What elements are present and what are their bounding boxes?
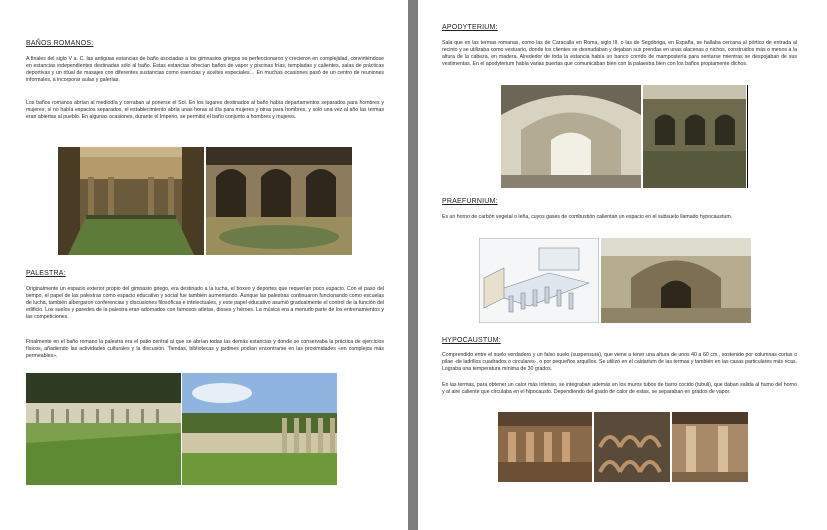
paragraph-apodyterium: Sala que en las termas romanas, como las de Caracalla en Roma, siglo III, o las de Segóbriga, en España, se hallaba cercana al pórtico de entrada al recinto y se utilizaba como vestuario, donde los clientes se desnudaban y dejaban sus prendas en unas alacenas o nichos, construidos más o menos a la altura de la cabeza, en madera. Alrededor de toda la estancia había un banco corrido de mampostería para sentarse mientras se despojaban de sus vestimentas. En el apodyterium había varias puertas que comunicaban bien con la palaestra bien con los baños propiamente dichos. <box>442 40 797 67</box>
paragraph-praefurnium: Es un horno de carbón vegetal o leña, cuyos gases de combustión calientan un espacio en el subsuelo llamado hypocaustum. <box>442 214 733 220</box>
paragraph-hypocaustum-2: En las termas, para obtener un calor más intenso, se integraban además en los muros tubos de barro cocido (tubuli), que daban salida al humo del horno y al aire caliente que circulaba en el hipocausto. Dependiendo del grado de calor de estas, se separaban en grados de vapor. <box>442 382 797 395</box>
photo-praefurnium-ruins <box>601 238 751 323</box>
heading-palestra: PALESTRA: <box>26 270 66 277</box>
paragraph-banos-2: Los baños romanos abrían al mediodía y cerraban al ponerse el Sol. En los lugares destinados al baño había departamentos separados para hombres y mujeres; si no había espacios separados, el establecimiento abría unas horas al día para mujeres y otras para hombres, y solo una vez al año las termas eran abiertas al pueblo. En algunas ocasiones, durante el Imperio, se permitió el baño conjunto a hombres y mujeres. <box>26 100 384 120</box>
photo-roman-bath-arches <box>206 147 352 255</box>
photo-palestra-colonnade <box>182 373 337 485</box>
photo-palestra-courtyard <box>26 373 181 485</box>
document-page-left <box>0 0 408 530</box>
photo-hypocaust-pillars-1 <box>498 412 592 482</box>
paragraph-palestra-1: Originalmente un espacio exterior propio del gimnasio griego, era destinado a la lucha, el boxeo y deportes que requerían poco espacio. Con el paso del tiempo, el papel de las palestras como espacio educativo y social fue también aumentando. Aunque las palestras continuaron funcionando como escuelas de lucha, también albergaron conferencias y discusiones filosóficas e intelectuales, y este papel educativo asumió gradualmente el control de la función del edificio. Los suelos y paredes de la palestra eran adornados con famosos atletas, dioses y héroes. La música era a menudo parte de los entrenamientos y las competiciones. <box>26 286 384 320</box>
paragraph-banos-1: A finales del siglo V a. C. las antiguas estancias de baño asociadas a los gimnasios griegos se perfeccionaron y crecieron en complejidad, convirtiéndose en estancias independientes destinadas sólo al baño. Estas estancias ofrecían baños de vapor y piscinas frías, templadas y calientes, salas de prácticas deportivas y un ritual de masajes con diferentes sustancias como esencias y aceites especiales… En muchas ocasiones pasó de un centro de reuniones informales, a incorporar aulas y galerías. <box>26 56 384 83</box>
paragraph-hypocaustum-1: Comprendido entre el suelo verdadero y un falso suelo (suspensura), que viene a tener una altura de unos 40 a 60 cm., sostenido por columnas cortas o pilae -de ladrillos cuadrados o circulares-, o por pequeños arquillos. Se utilizó en el caldarium de las termas y también en las casas particulares más ricas. Lograba una temperatura mínima de 30 grados. <box>442 352 797 372</box>
heading-banos-romanos: BAÑOS ROMANOS: <box>26 40 94 47</box>
photo-hypocaust-pillars-2 <box>672 412 748 482</box>
photo-apodyterium-niches <box>643 85 746 188</box>
edge-marker <box>747 85 748 188</box>
photo-apodyterium-vault <box>501 85 641 188</box>
photo-roman-bath-pool <box>58 147 204 255</box>
page-gutter <box>408 0 418 530</box>
photo-hypocaust-arches <box>594 412 670 482</box>
heading-apodyterium: APODYTERIUM: <box>442 24 498 31</box>
diagram-praefurnium <box>479 238 599 323</box>
paragraph-palestra-2: Finalmente en el baño romano la palestra era el patio central al que se abrían todas las demás estancias y donde se conservaba la práctica de ejercicios físicos, añadiendo las actividades culturales y la discusión. Tiendas, bibliotecas y jardines podían encontrarse en las proximidades «en complejos más permeables». <box>26 339 384 359</box>
heading-hypocaustum: HYPOCAUSTUM: <box>442 337 501 344</box>
document-page-right <box>418 0 827 530</box>
heading-praefurnium: PRAEFURNIUM: <box>442 198 498 205</box>
